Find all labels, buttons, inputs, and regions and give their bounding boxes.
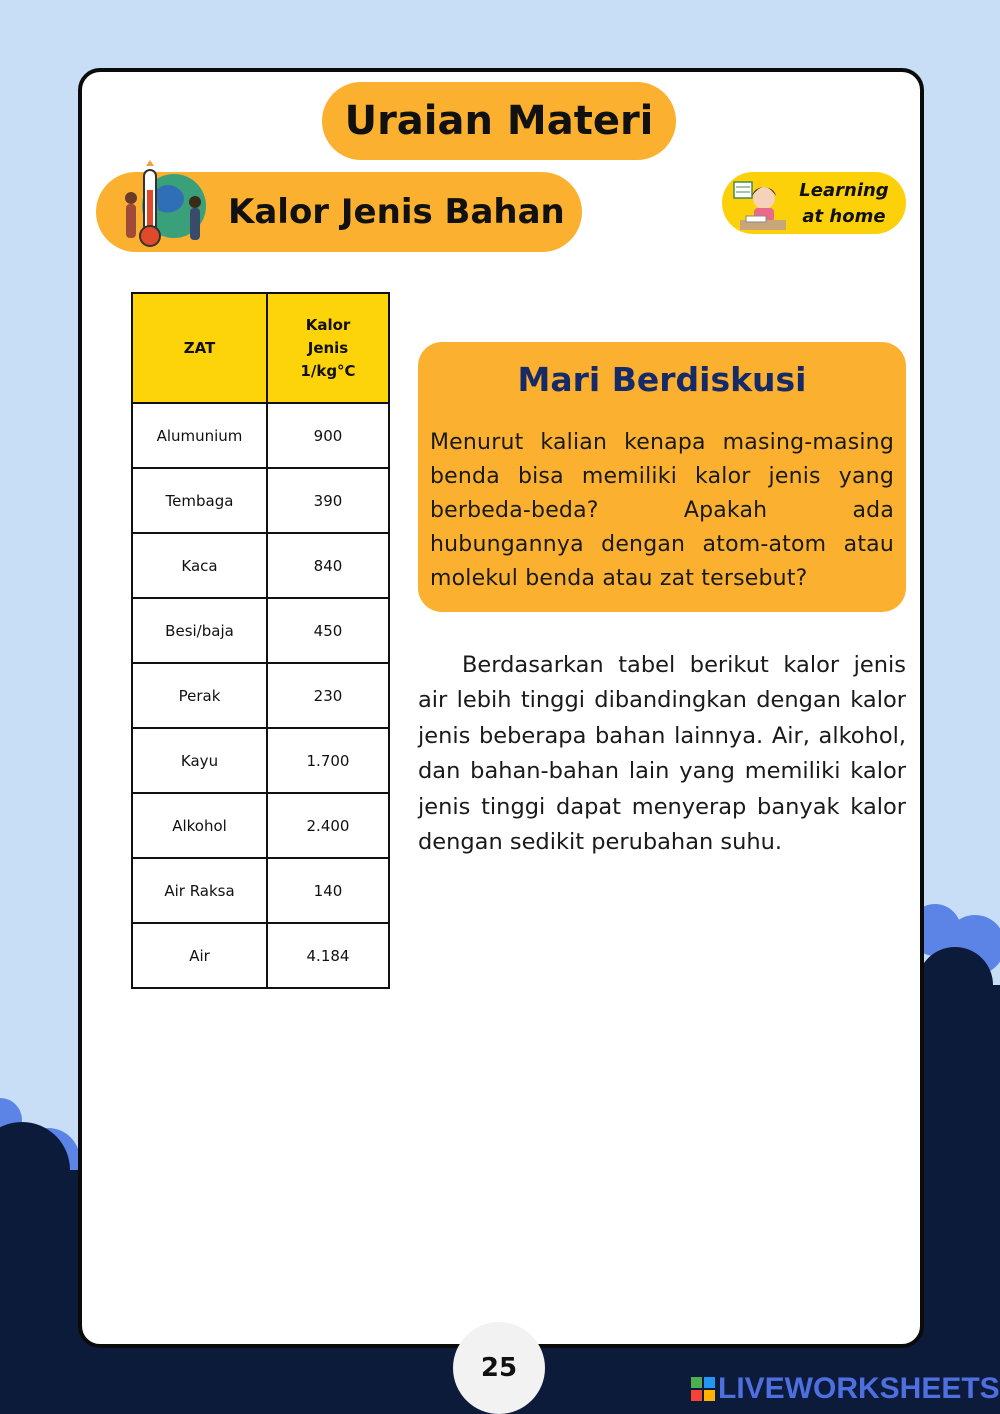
kalor-value: 230 <box>267 663 389 728</box>
discussion-body: Menurut kalian kenapa masing-masing benda bisa memiliki kalor jenis yang berbeda-beda? Apakah ada hubungannya dengan atom-atom atau molekul benda atau zat tersebut? <box>430 430 894 591</box>
zat-name: Besi/baja <box>132 598 267 663</box>
thermometer-earth-icon <box>116 160 216 256</box>
table-row <box>132 403 389 468</box>
body-paragraph: Berdasarkan tabel berikut kalor jenis air lebih tinggi dibandingkan dengan kalor jenis beberapa bahan lainnya. Air, alkohol, dan bahan-bahan lain yang memiliki kalor jenis tinggi dapat menyerap banyak kalor dengan sedikit perubahan suhu. <box>418 652 906 856</box>
table-row <box>132 468 389 533</box>
discussion-title: Mari Berdiskusi <box>517 360 807 399</box>
zat-name: Kaca <box>132 533 267 598</box>
badge-line-1: Learning <box>799 180 889 201</box>
kalor-value: 4.184 <box>267 923 389 988</box>
liveworksheets-text: LIVEWORKSHEETS <box>718 1372 1000 1405</box>
table-row <box>132 923 389 988</box>
table-row <box>132 598 389 663</box>
kalor-value: 900 <box>267 403 389 468</box>
specific-heat-table <box>131 292 390 989</box>
kalor-value: 840 <box>267 533 389 598</box>
zat-name: Alkohol <box>132 793 267 858</box>
kalor-value: 1.700 <box>267 728 389 793</box>
student-studying-icon <box>732 174 792 234</box>
header-kalor-jenis <box>267 293 389 403</box>
liveworksheets-watermark <box>690 1374 1000 1404</box>
kalor-value: 390 <box>267 468 389 533</box>
table-row <box>132 793 389 858</box>
kalor-value: 140 <box>267 858 389 923</box>
header-kalor-jenis-text: Kalor Jenis 1/kg°C <box>300 315 356 380</box>
table-header-row <box>132 293 389 403</box>
zat-name: Air Raksa <box>132 858 267 923</box>
page-number: 25 <box>453 1322 545 1414</box>
learning-at-home-badge <box>722 172 906 234</box>
liveworksheets-logo-icon <box>690 1376 716 1402</box>
zat-name: Air <box>132 923 267 988</box>
kalor-value: 2.400 <box>267 793 389 858</box>
learning-at-home-text <box>792 178 896 230</box>
table-row <box>132 663 389 728</box>
zat-name: Perak <box>132 663 267 728</box>
page-title: Uraian Materi <box>322 82 676 160</box>
zat-name: Alumunium <box>132 403 267 468</box>
subtitle-banner <box>96 172 582 252</box>
badge-line-2: at home <box>802 206 886 227</box>
table-row <box>132 533 389 598</box>
header-zat: ZAT <box>132 293 267 403</box>
kalor-value: 450 <box>267 598 389 663</box>
discussion-box <box>418 342 906 612</box>
table-row <box>132 728 389 793</box>
subtitle-text: Kalor Jenis Bahan <box>228 192 565 232</box>
table-row <box>132 858 389 923</box>
zat-name: Tembaga <box>132 468 267 533</box>
zat-name: Kayu <box>132 728 267 793</box>
